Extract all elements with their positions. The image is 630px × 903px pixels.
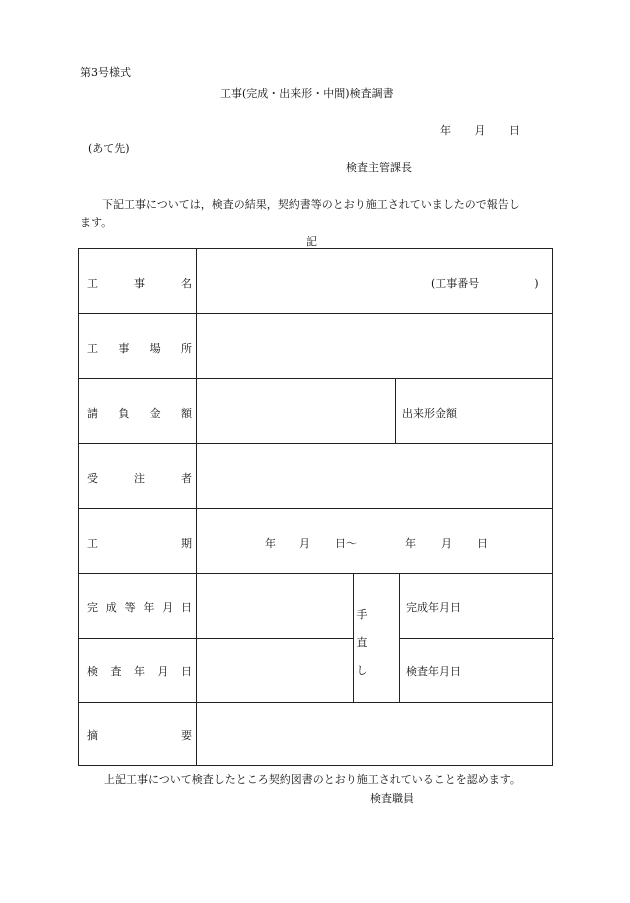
label-koji-mei: 工 事 名	[87, 277, 192, 290]
period-end-day: 日	[477, 537, 488, 550]
period-end-year: 年	[405, 537, 416, 550]
period-end-month: 月	[441, 537, 452, 550]
tenaoshi-label: 手 直 し	[356, 608, 368, 677]
date-day: 日	[509, 124, 520, 137]
addressee-label: (あて先)	[88, 142, 130, 155]
period-start-month: 月	[299, 537, 310, 550]
date-month: 月	[474, 124, 486, 137]
inspection-table	[78, 248, 553, 766]
period-start-day: 日〜	[335, 537, 357, 550]
progress-amount-label: 出来形金額	[402, 407, 457, 420]
construction-number: (工事番号 )	[431, 277, 539, 290]
date-year: 年	[440, 124, 451, 137]
certification-text: 上記工事について検査したところ契約図書のとおり施工されていることを認めます。	[104, 773, 521, 786]
label-construction-period: 工 期	[87, 537, 192, 550]
period-start-year: 年	[265, 537, 276, 550]
date-line	[440, 122, 520, 138]
label-inspection-date: 検 査 年 月 日	[87, 665, 192, 678]
document-title: 工事(完成・出来形・中間)検査調書	[220, 87, 394, 100]
inspection-date-label: 検査年月日	[406, 665, 461, 678]
label-contractor: 受 注 者	[87, 472, 192, 485]
ki-heading: 記	[306, 235, 317, 248]
body-text-line-1: 下記工事については，検査の結果，契約書等のとおり施工されていましたので報告し	[102, 198, 520, 211]
label-koji-basho: 工 事 場 所	[87, 342, 192, 355]
completion-date-label: 完成年月日	[406, 601, 461, 614]
label-remarks: 摘 要	[87, 729, 192, 742]
body-text-line-2: ます。	[80, 216, 113, 229]
label-completion-date: 完 成 等 年 月 日	[87, 601, 192, 614]
recipient-name: 検査主管課長	[346, 161, 412, 174]
inspector-label: 検査職員	[370, 792, 414, 805]
label-contract-amount: 請 負 金 額	[87, 407, 192, 420]
form-number: 第3号様式	[80, 66, 131, 79]
